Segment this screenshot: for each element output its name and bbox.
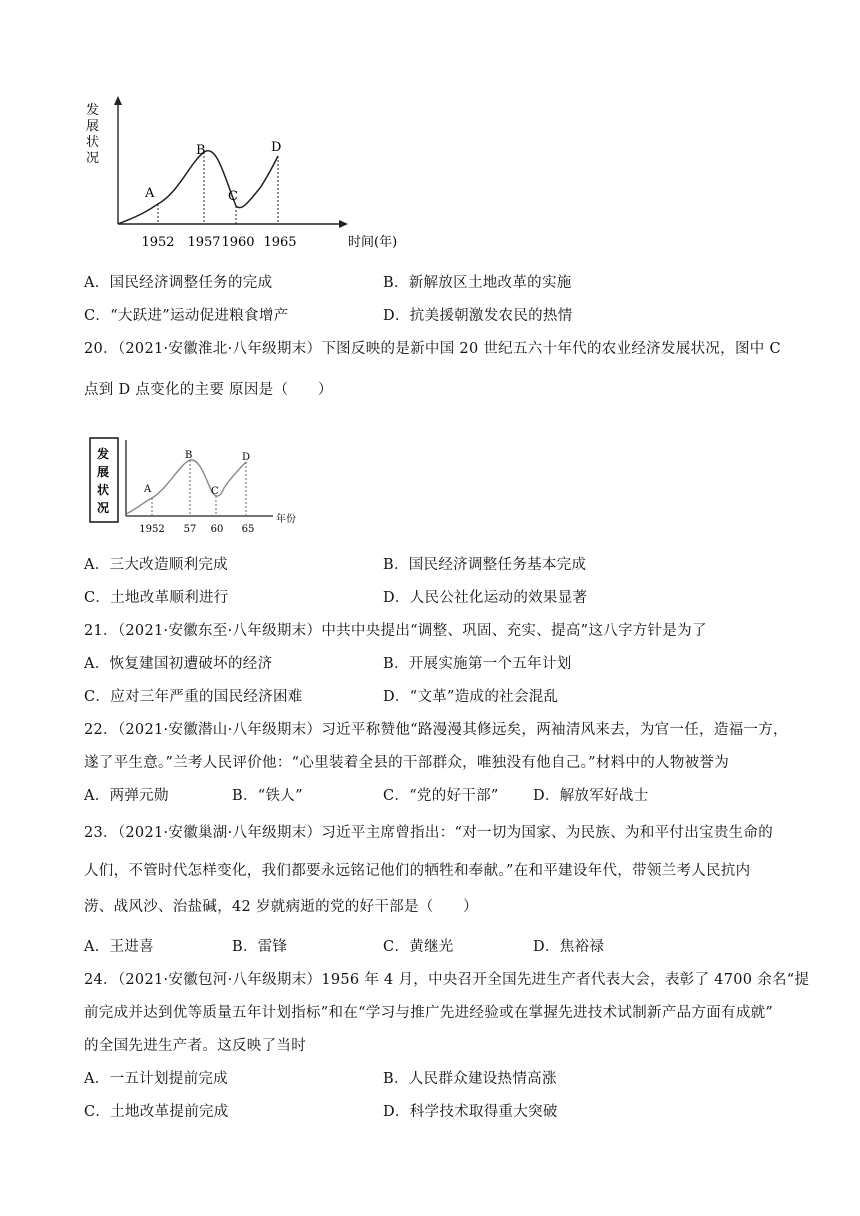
- q21-stem-line-1: 21．（2021·安徽东至·八年级期末）中共中央提出“调整、巩固、充实、提高”这八字方针是为了: [84, 623, 707, 639]
- q20-stem-line-1: 20．（2021·安徽淮北·八年级期末）下图反映的是新中国 20 世纪五六十年代的农业经济发展状况，图中 C: [84, 341, 781, 357]
- q23-option-b: B．雷锋: [232, 939, 288, 955]
- q23-stem-line-3: 涝、战风沙、治盐碱，42 岁就病逝的党的好干部是（ ）: [84, 899, 478, 915]
- chart2-point-c: C: [211, 486, 219, 497]
- q21-option-a: A．恢复建国初遭破坏的经济: [84, 656, 273, 672]
- chart2-point-d: D: [242, 452, 251, 463]
- chart2-ylabel-char-4: 况: [97, 501, 110, 515]
- chart1-ylabel-char-2: 展: [86, 119, 100, 134]
- chart2-tick-1952: 1952: [139, 524, 165, 535]
- chart2-point-a: A: [144, 484, 152, 495]
- chart1-tick-1965: 1965: [263, 235, 297, 250]
- q23-option-a: A．王进喜: [84, 939, 154, 955]
- chart1-point-b: B: [196, 143, 206, 158]
- chart1-point-c: C: [228, 189, 238, 204]
- development-chart-1: [84, 96, 414, 256]
- chart1-point-d: D: [271, 140, 282, 155]
- q22-option-c: C．“党的好干部”: [383, 788, 499, 804]
- q24-stem-line-1: 24．（2021·安徽包河·八年级期末）1956 年 4 月，中央召开全国先进生产者代表大会，表彰了 4700 余名“提: [84, 972, 810, 988]
- q23-option-d: D．焦裕禄: [533, 939, 605, 955]
- chart2-tick-57: 57: [183, 524, 197, 535]
- q19-option-d: D．抗美援朝激发农民的热情: [383, 308, 573, 324]
- development-chart-2: [88, 436, 313, 536]
- q23-option-c: C．黄继光: [383, 939, 454, 955]
- q21-option-d: D．“文革”造成的社会混乱: [383, 689, 559, 705]
- q19-option-a: A．国民经济调整任务的完成: [84, 275, 273, 291]
- q20-stem-line-2: 点到 D 点变化的主要 原因是（ ）: [84, 382, 333, 398]
- chart1-tick-1952: 1952: [141, 235, 175, 250]
- chart1-ylabel-char-1: 发: [86, 103, 100, 118]
- chart2-ylabel-char-1: 发: [97, 447, 110, 461]
- q20-option-a: A．三大改造顺利完成: [84, 557, 228, 573]
- q22-stem-line-2: 遂了平生意。”兰考人民评价他：“心里装着全县的干部群众，唯独没有他自己。”材料中的人物被誉为: [84, 755, 730, 771]
- q23-stem-line-2: 人们，不管时代怎样变化，我们都要永远铭记他们的牺牲和奉献。”在和平建设年代，带领兰考人民抗内: [84, 863, 751, 879]
- chart2-xlabel: 年份: [276, 514, 296, 525]
- chart1-tick-1960: 1960: [221, 235, 255, 250]
- chart2-point-b: B: [185, 450, 193, 461]
- chart2-ylabel-char-3: 状: [97, 483, 110, 497]
- chart1-point-a: A: [145, 186, 155, 201]
- chart2-tick-60: 60: [210, 524, 224, 535]
- q24-option-d: D．科学技术取得重大突破: [383, 1104, 558, 1120]
- q23-stem-line-1: 23．（2021·安徽巢湖·八年级期末）习近平主席曾指出：“对一切为国家、为民族、为和平付出宝贵生命的: [84, 825, 774, 841]
- q19-option-b: B．新解放区土地改革的实施: [383, 275, 572, 291]
- chart2-tick-65: 65: [241, 524, 255, 535]
- q24-stem-line-2: 前完成并达到优等质量五年计划指标”和在“学习与推广先进经验或在掌握先进技术试制新产品方面有成就”: [84, 1005, 774, 1021]
- q24-option-c: C．土地改革提前完成: [84, 1104, 229, 1120]
- chart1-y-arrow: [114, 96, 122, 105]
- q22-option-b: B．“铁人”: [232, 788, 303, 804]
- q20-option-b: B．国民经济调整任务基本完成: [383, 557, 587, 573]
- q20-option-c: C．土地改革顺利进行: [84, 590, 229, 606]
- q24-stem-line-3: 的全国先进生产者。这反映了当时: [84, 1038, 306, 1054]
- chart1-x-arrow: [339, 220, 348, 228]
- q22-option-a: A．两弹元勋: [84, 788, 169, 804]
- chart1-curve: [118, 151, 278, 224]
- q24-option-b: B．人民群众建设热情高涨: [383, 1071, 557, 1087]
- chart1-xlabel: 时间(年): [348, 235, 398, 250]
- q21-option-c: C．应对三年严重的国民经济困难: [84, 689, 303, 705]
- q20-option-d: D．人民公社化运动的效果显著: [383, 590, 588, 606]
- chart2-ylabel-char-2: 展: [97, 465, 110, 479]
- q21-option-b: B．开展实施第一个五年计划: [383, 656, 572, 672]
- chart1-tick-1957: 1957: [187, 235, 221, 250]
- chart1-ylabel-char-4: 况: [86, 151, 100, 166]
- q19-option-c: C．“大跃进”运动促进粮食增产: [84, 308, 289, 324]
- q22-stem-line-1: 22．（2021·安徽潜山·八年级期末）习近平称赞他“路漫漫其修远矣，两袖清风来去，为官一任，造福一方，: [84, 722, 788, 738]
- q24-option-a: A．一五计划提前完成: [84, 1071, 228, 1087]
- q22-option-d: D．解放军好战士: [533, 788, 649, 804]
- chart1-ylabel-char-3: 状: [86, 135, 100, 150]
